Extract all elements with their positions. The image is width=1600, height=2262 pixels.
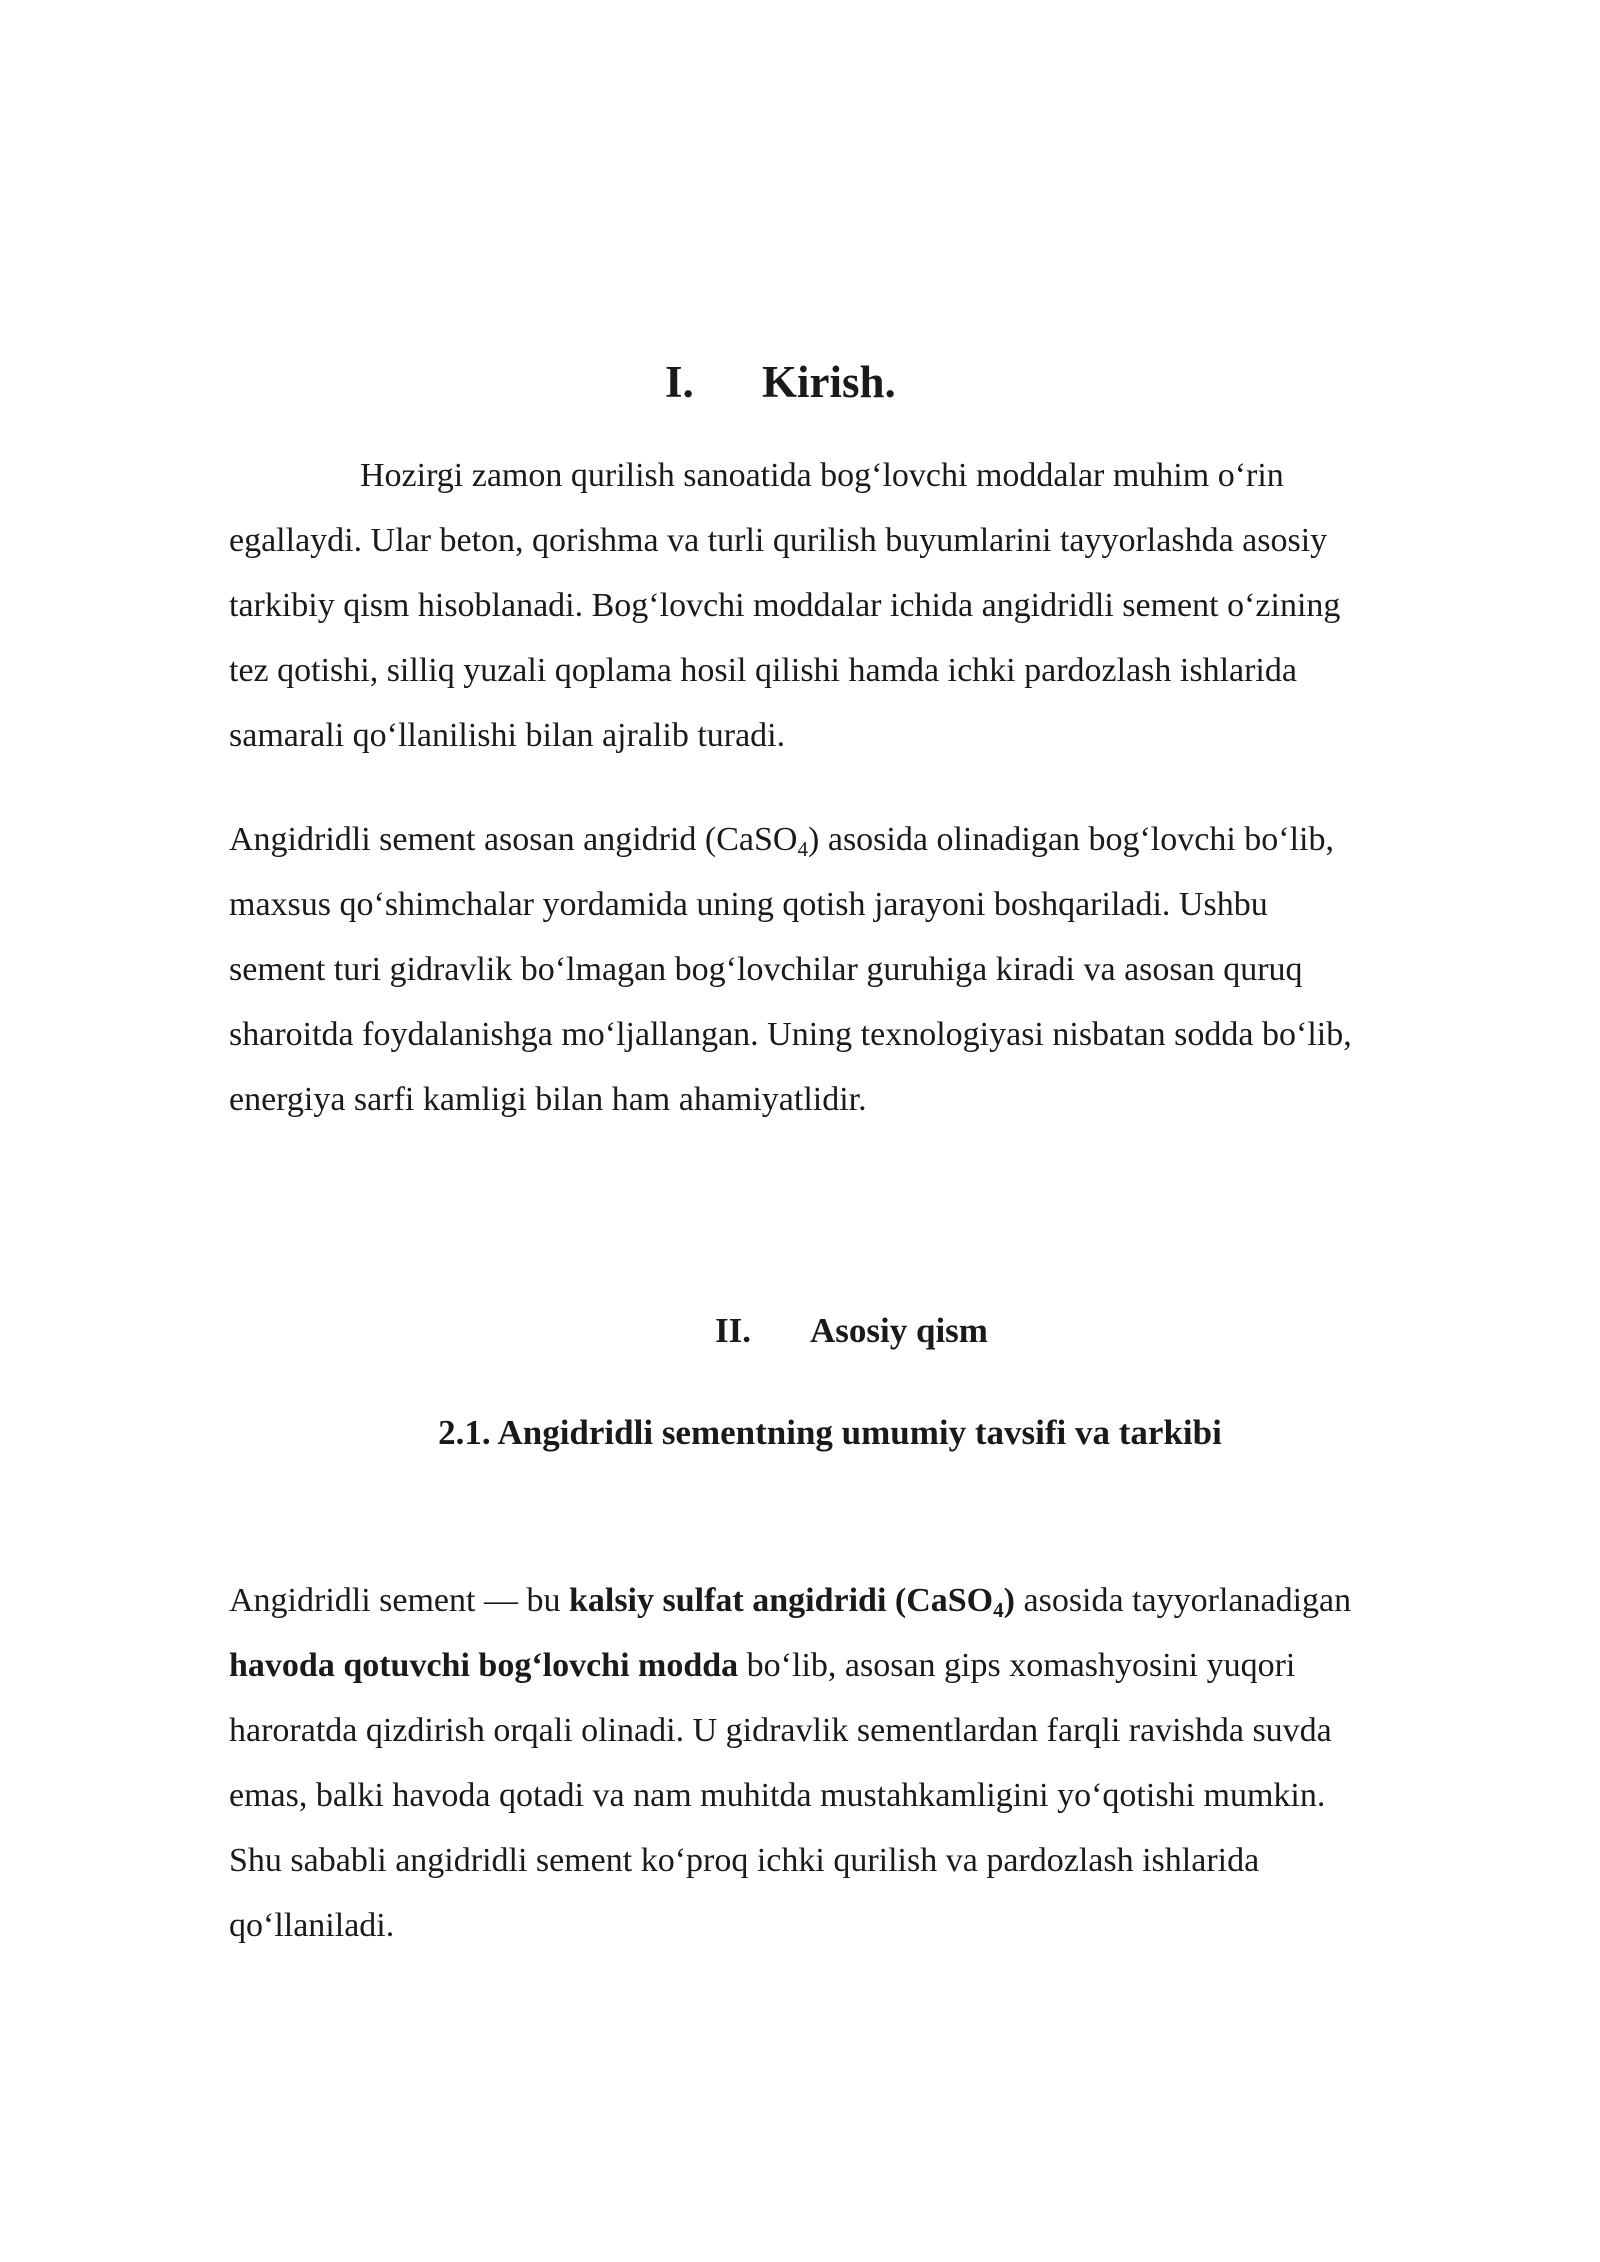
text-line: haroratda qizdirish orqali olinadi. U gidravlik sementlardan farqli ravishda suvda bbox=[229, 1712, 1332, 1749]
text-line: Hozirgi zamon qurilish sanoatida bog‘lovchi moddalar muhim o‘rin bbox=[360, 457, 1284, 494]
text-run: bo‘lib, asosan gips xomashyosini yuqori bbox=[738, 1647, 1296, 1684]
text-run: ) asosida olinadigan bog‘lovchi bo‘lib, bbox=[808, 821, 1334, 858]
text-run: kalsiy sulfat angidridi (CaSO bbox=[568, 1582, 994, 1619]
text-line: emas, balki havoda qotadi va nam muhitda mustahkamligini yo‘qotishi mumkin. bbox=[229, 1777, 1326, 1814]
section-number: I. bbox=[665, 357, 694, 407]
section-title: Kirish. bbox=[762, 357, 896, 407]
text-line bbox=[229, 1568, 1479, 1633]
bold-term: havoda qotuvchi bog‘lovchi modda bbox=[229, 1647, 739, 1684]
text-line: sement turi gidravlik bo‘lmagan bog‘lovchilar guruhiga kiradi va asosan quruq bbox=[229, 951, 1303, 988]
subscript: 4 bbox=[797, 836, 809, 861]
bold-term bbox=[568, 1582, 1015, 1622]
subscript: 4 bbox=[993, 1597, 1004, 1622]
text-run: Angidridli sement — bu bbox=[229, 1582, 569, 1619]
text-line bbox=[229, 1633, 1479, 1698]
text-line: energiya sarfi kamligi bilan ham ahamiyatlidir. bbox=[229, 1081, 867, 1118]
section-number: II. bbox=[715, 1311, 751, 1350]
text-line: egallaydi. Ular beton, qorishma va turli qurilish buyumlarini tayyorlashda asosiy bbox=[229, 522, 1328, 559]
text-line: tez qotishi, silliq yuzali qoplama hosil qilishi hamda ichki pardozlash ishlarida bbox=[229, 652, 1297, 689]
text-line: tarkibiy qism hisoblanadi. Bog‘lovchi moddalar ichida angidridli sement o‘zining bbox=[229, 587, 1341, 624]
section-title: Asosiy qism bbox=[810, 1311, 988, 1350]
text-run: Angidridli sement asosan angidrid (CaSO bbox=[229, 821, 798, 858]
text-line: maxsus qo‘shimchalar yordamida uning qotish jarayoni boshqariladi. Ushbu bbox=[229, 886, 1268, 923]
text-line: qo‘llaniladi. bbox=[229, 1907, 395, 1944]
text-line: Shu sababli angidridli sement ko‘proq ichki qurilish va pardozlash ishlarida bbox=[229, 1842, 1260, 1879]
text-run: ) bbox=[1003, 1582, 1015, 1619]
subsection-heading: 2.1. Angidridli sementning umumiy tavsifi va tarkibi bbox=[438, 1413, 1222, 1452]
text-line bbox=[229, 807, 1479, 872]
paragraph-introduction bbox=[229, 443, 1479, 768]
paragraph-definition bbox=[229, 1568, 1479, 1958]
paragraph-anhydrite-cement bbox=[229, 807, 1479, 1132]
text-line: samarali qo‘llanilishi bilan ajralib turadi. bbox=[229, 717, 786, 754]
text-line: sharoitda foydalanishga mo‘ljallangan. Uning texnologiyasi nisbatan sodda bo‘lib, bbox=[229, 1016, 1352, 1053]
text-run: asosida tayyorlanadigan bbox=[1015, 1582, 1352, 1619]
